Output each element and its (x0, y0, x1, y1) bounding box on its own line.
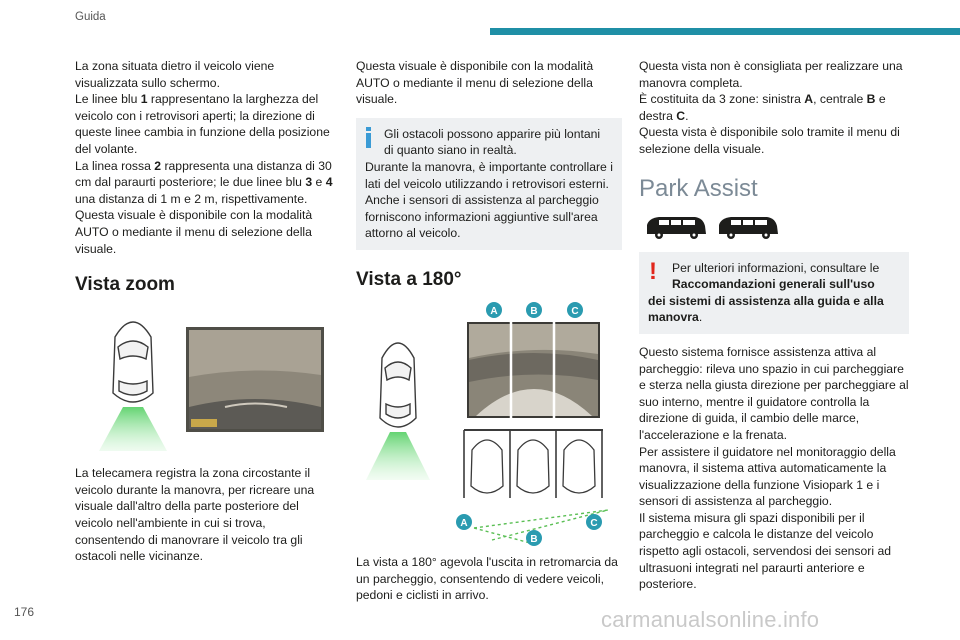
zone-label-b: B (530, 305, 538, 317)
paragraph: Questa visuale è disponibile con la modalità AUTO o mediante il menu di selezione della visuale. (356, 59, 594, 107)
paragraph: La vista a 180° agevola l'uscita in retromarcia da un parcheggio, consentendo di vedere veicoli, pedoni e ciclisti in arrivo. (356, 554, 618, 603)
note-text: Durante la manovra, è importante controllare i lati del veicolo utilizzando i retrovisori esterni. Anche i sensori di assistenza al parcheggio forniscono informazioni aggiuntive sull'area attorno al veicolo. (365, 159, 613, 241)
running-header: Guida (75, 11, 106, 23)
warning-line: Per ulteriori informazioni, consultare le (672, 260, 880, 275)
exclamation-icon: ! (649, 257, 657, 285)
page-number: 176 (14, 605, 35, 619)
paragraph: Questa visuale è disponibile con la modalità AUTO o mediante il menu di selezione della visuale. (75, 208, 313, 256)
section-heading-180: Vista a 180° (356, 268, 462, 290)
note-line: di quanto siano in realtà. (384, 143, 517, 158)
paragraph: La zona situata dietro il veicolo viene visualizzata sullo schermo. (75, 59, 275, 90)
paragraph: Questo sistema fornisce assistenza attiva al parcheggio: rileva uno spazio in cui parcheggiare e sterza nella giusta direzione per parcheggiare al suo interno, mentre il guidatore controlla la direzione di guida, il cambio delle marce, l'accelerazione e la frenata. (639, 344, 909, 442)
paragraph: Per assistere il guidatore nel monitoraggio della manovra, il sistema attiva automaticamente la visualizzazione della funzione Visiopark 1 e i sensori di assistenza al parcheggio. (639, 444, 896, 509)
zone-label-a: A (490, 305, 498, 317)
watermark: carmanualsonline.info (601, 607, 820, 632)
warning-line: Raccomandazioni generali sull'uso (672, 277, 875, 292)
zoom-view-illustration (75, 307, 337, 457)
paragraph: È costituita da 3 zone: sinistra A, centrale B e destra C. (639, 92, 886, 123)
column-left (75, 58, 337, 565)
info-icon (364, 127, 373, 149)
van-icon (719, 217, 778, 239)
van-icon (647, 217, 706, 239)
vehicle-icons (645, 214, 785, 242)
paragraph: Questa vista è disponibile solo tramite il menu di selezione della visuale. (639, 125, 900, 156)
zone-label-c-bottom: C (590, 517, 598, 529)
paragraph: La telecamera registra la zona circostante il veicolo durante la manovra, per ricreare una visuale dall'altro della parte posteriore del veicolo nell'ambiente in cui si trova, consentendo di manovrare il veicolo tra gli ostacoli nelle vicinanze. (75, 466, 315, 564)
column-middle (356, 58, 622, 604)
zone-label-c: C (571, 305, 579, 317)
warning-line: dei sistemi di assistenza alla guida e alla manovra. (648, 293, 884, 325)
note-line: Gli ostacoli possono apparire più lontani (384, 126, 601, 141)
paragraph: Questa vista non è consigliata per realizzare una manovra completa. (639, 59, 903, 90)
section-heading-zoom: Vista zoom (75, 274, 175, 296)
paragraph: La linea rossa 2 rappresenta una distanza di 30 cm dal paraurti posteriore; le due linee blu 3 e 4 una distanza di 1 m e 2 m, rispettivamente. (75, 158, 333, 206)
zone-label-a-bottom: A (460, 517, 468, 529)
column-right (639, 58, 909, 593)
paragraph: Il sistema misura gli spazi disponibili per il parcheggio e calcola le distanze del veicolo rispetto agli ostacoli, servendosi dei sensori ad ultrasuoni integrati nel paraurti anteriore e posteriore. (639, 510, 892, 592)
view-180-illustration (356, 300, 622, 550)
paragraph: Le linee blu 1 rappresentano la larghezza del veicolo con i retrovisori aperti; la direzione di queste linee cambia in funzione della posizione del volante. (75, 92, 330, 156)
info-note-box (356, 118, 622, 250)
section-heading-park-assist: Park Assist (639, 174, 758, 202)
warning-note-box (639, 252, 909, 334)
header-accent-bar (490, 28, 960, 35)
zone-label-b-bottom: B (530, 533, 538, 545)
